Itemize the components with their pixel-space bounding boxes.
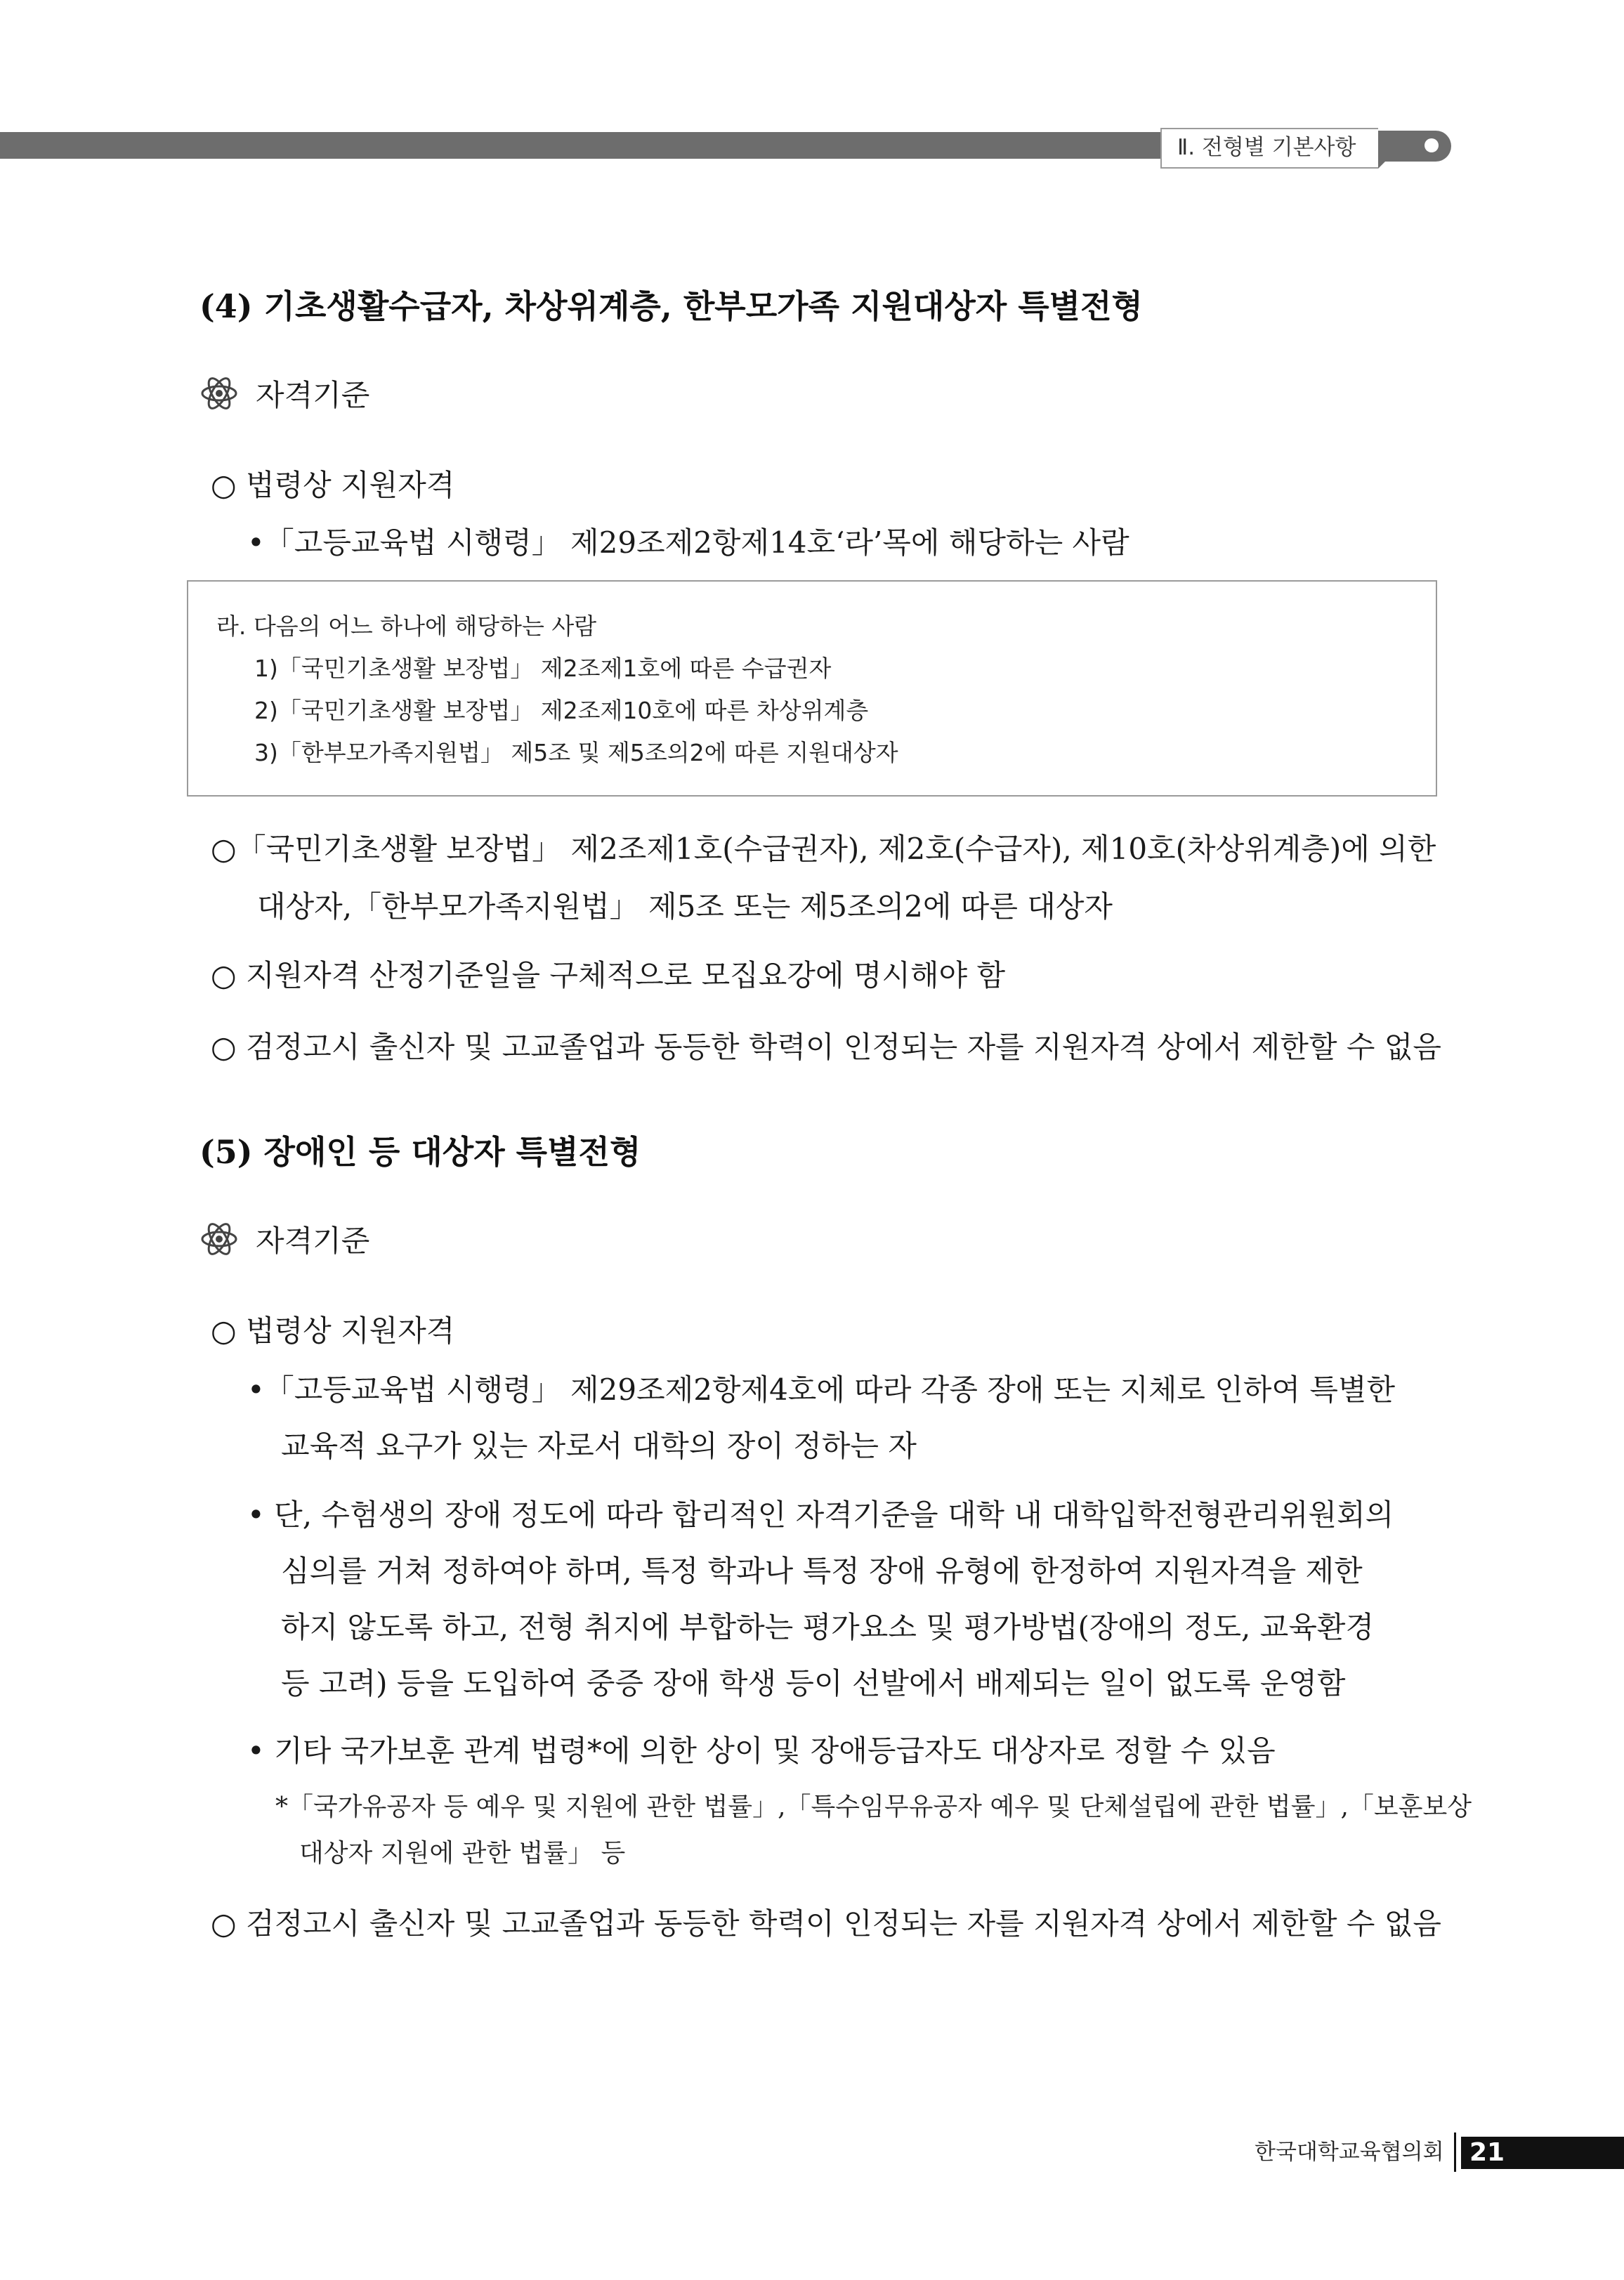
section5-note-line2: 대상자 지원에 관한 법률」 등 <box>299 1839 626 1868</box>
header-flag <box>1378 159 1388 169</box>
section5-note-line1: *「국가유공자 등 예우 및 지원에 관한 법률」,「특수임무유공자 예우 및 단체설립에 관한 법률」,「보훈보상 <box>275 1793 1472 1821</box>
atom-icon <box>199 374 239 413</box>
section4-item1: ○ 법령상 지원자격 <box>211 468 455 502</box>
section5-bullet3: • 기타 국가보훈 관계 법령*에 의한 상이 및 장애등급자도 대상자로 정할 수 있음 <box>247 1734 1276 1768</box>
header-dot-icon <box>1425 138 1439 152</box>
section4-item1-bullet: •「고등교육법 시행령」 제29조제2항제14호‘라’목에 해당하는 사람 <box>247 525 1129 560</box>
section5-bullet1-line1: •「고등교육법 시행령」 제29조제2항제4호에 따라 각종 장애 또는 지체로 인하여 특별한 <box>247 1372 1396 1407</box>
header-bar <box>0 132 1160 159</box>
section5-item1: ○ 법령상 지원자격 <box>211 1313 455 1348</box>
page-number: 21 <box>1469 2138 1505 2167</box>
section5-bullet1-line2: 교육적 요구가 있는 자로서 대학의 장이 정하는 자 <box>281 1429 917 1463</box>
footer-separator <box>1454 2132 1456 2172</box>
section4-title: (4) 기초생활수급자, 차상위계층, 한부모가족 지원대상자 특별전형 <box>199 287 1143 325</box>
atom-icon <box>199 1219 239 1259</box>
section5-item2: ○ 검정고시 출신자 및 고교졸업과 동등한 학력이 인정되는 자를 지원자격 상에서 제한할 수 없음 <box>211 1906 1441 1941</box>
section4-item2-line1: ○「국민기초생활 보장법」 제2조제1호(수급권자), 제2호(수급자), 제10호(차상위계층)에 의한 <box>211 832 1436 866</box>
box-line-1: 라. 다음의 어느 하나에 해당하는 사람 <box>216 612 597 640</box>
box-line-2: 1)「국민기초생활 보장법」 제2조제1호에 따른 수급권자 <box>254 655 832 682</box>
footer-org: 한국대학교육협의회 <box>1255 2140 1444 2165</box>
chapter-label: Ⅱ. 전형별 기본사항 <box>1177 135 1356 160</box>
box-line-3: 2)「국민기초생활 보장법」 제2조제10호에 따른 차상위계층 <box>254 697 869 724</box>
section5-bullet2-line1: • 단, 수험생의 장애 정도에 따라 합리적인 자격기준을 대학 내 대학입학전형관리위원회의 <box>247 1498 1394 1532</box>
section5-bullet2-line2: 심의를 거쳐 정하여야 하며, 특정 학과나 특정 장애 유형에 한정하여 지원자격을 제한 <box>281 1554 1363 1588</box>
section5-bullet2-line4: 등 고려) 등을 도입하여 중증 장애 학생 등이 선발에서 배제되는 일이 없도록 운영함 <box>281 1666 1346 1701</box>
section5-bullet2-line3: 하지 않도록 하고, 전형 취지에 부합하는 평가요소 및 평가방법(장애의 정도, 교육환경 <box>281 1610 1375 1644</box>
section4-item4: ○ 검정고시 출신자 및 고교졸업과 동등한 학력이 인정되는 자를 지원자격 상에서 제한할 수 없음 <box>211 1030 1441 1064</box>
section4-item2-line2: 대상자,「한부모가족지원법」 제5조 또는 제5조의2에 따른 대상자 <box>257 889 1113 924</box>
header-cap <box>1378 131 1451 162</box>
section4-criteria-heading: 자격기준 <box>256 378 370 412</box>
section4-item3: ○ 지원자격 산정기준일을 구체적으로 모집요강에 명시해야 함 <box>211 958 1006 992</box>
section5-criteria-heading: 자격기준 <box>256 1224 370 1258</box>
section5-title: (5) 장애인 등 대상자 특별전형 <box>199 1133 641 1171</box>
box-line-4: 3)「한부모가족지원법」 제5조 및 제5조의2에 따른 지원대상자 <box>254 739 898 766</box>
